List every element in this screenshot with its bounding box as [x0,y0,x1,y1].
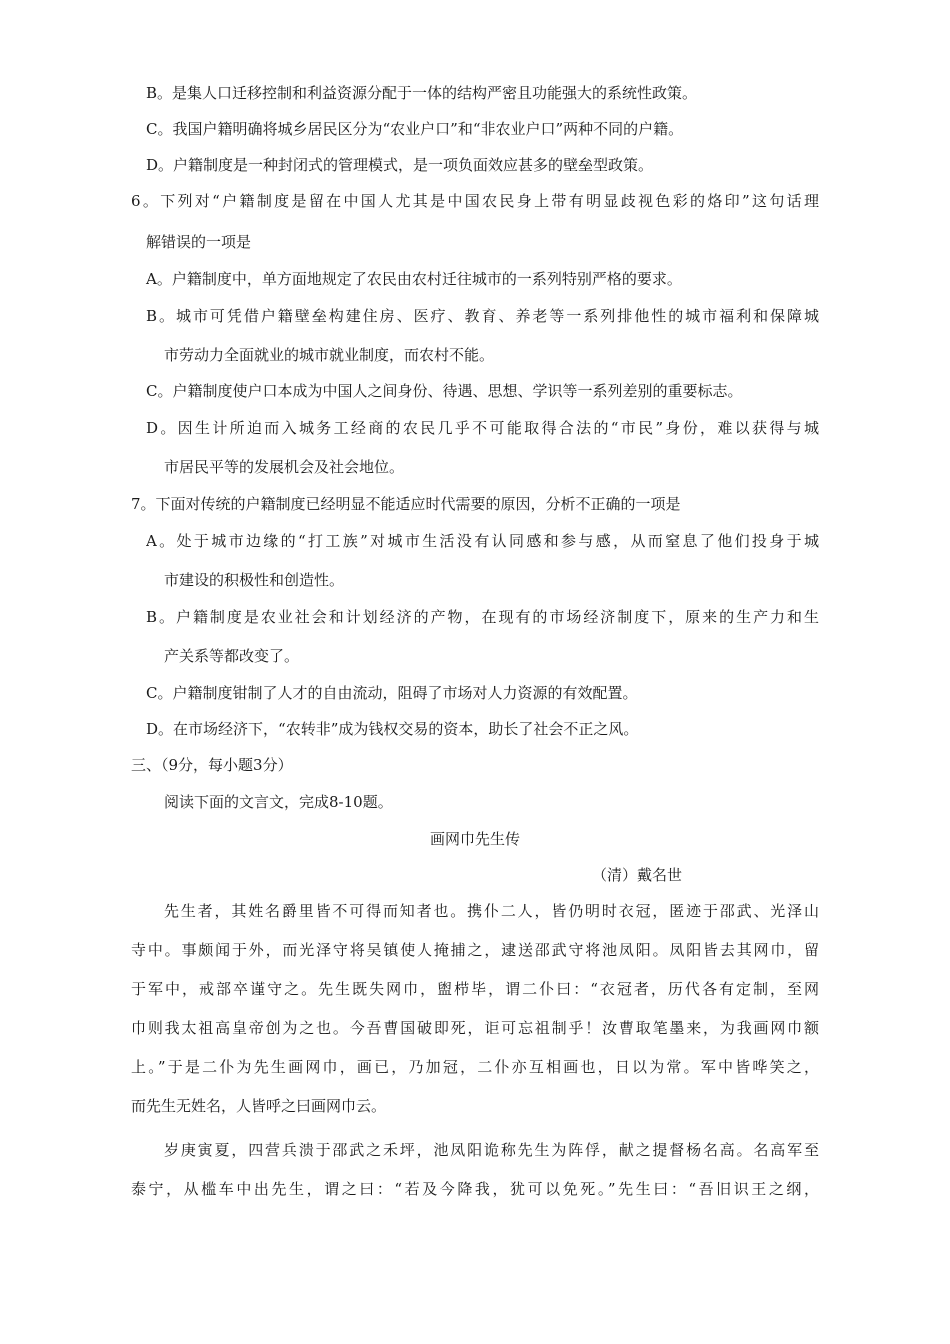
q6-stem-line1: 6。下列对“户籍制度是留在中国人尤其是中国农民身上带有明显歧视色彩的烙印”这句话理 [131,192,819,210]
passage-p1-line5: 上。”于是二仆为先生画网巾，画已，乃加冠，二仆亦互相画也，日以为常。军中皆哗笑之， [131,1058,819,1076]
passage-title: 画网巾先生传 [429,830,520,848]
q7-option-b-line1: B。户籍制度是农业社会和计划经济的产物，在现有的市场经济制度下，原来的生产力和生 [146,608,819,626]
passage-p1-line3: 于军中，戒部卒谨守之。先生既失网巾，盥栉毕，谓二仆曰：“衣冠者，历代各有定制，至网 [131,980,819,998]
q6-option-d-line2: 市居民平等的发展机会及社会地位。 [164,458,405,476]
q6-stem-line2: 解错误的一项是 [146,233,252,251]
q5-option-b: B。是集人口迁移控制和利益资源分配于一体的结构严密且功能强大的系统性政策。 [146,84,698,102]
q7-option-a-line2: 市建设的积极性和创造性。 [164,571,345,589]
q7-option-d: D。在市场经济下，“农转非”成为钱权交易的资本，助长了社会不正之风。 [146,720,639,738]
q5-option-d: D。户籍制度是一种封闭式的管理模式，是一项负面效应甚多的壁垒型政策。 [146,156,654,174]
section-heading: 三、（9分，每小题3分） [131,756,293,774]
q6-option-b-line1: B。城市可凭借户籍壁垒构建住房、医疗、教育、养老等一系列排他性的城市福利和保障城 [146,307,819,325]
q7-option-b-line2: 产关系等都改变了。 [164,647,300,665]
passage-p1-line2: 寺中。事颇闻于外，而光泽守将吴镇使人掩捕之，逮送邵武守将池凤阳。凤阳皆去其网巾，留 [131,941,819,959]
q7-option-c: C。户籍制度钳制了人才的自由流动，阻碍了市场对人力资源的有效配置。 [146,684,638,702]
q7-option-a-line1: A。处于城市边缘的“打工族”对城市生活没有认同感和参与感，从而窒息了他们投身于城 [146,532,819,550]
q7-stem: 7。下面对传统的户籍制度已经明显不能适应时代需要的原因，分析不正确的一项是 [131,495,681,513]
passage-author: （清）戴名世 [592,866,683,884]
q6-option-b-line2: 市劳动力全面就业的城市就业制度，而农村不能。 [164,346,495,364]
passage-p2-line2: 泰宁，从槛车中出先生，谓之曰：“若及今降我，犹可以免死。”先生曰：“吾旧识王之纲， [131,1180,819,1198]
q6-option-a: A。户籍制度中，单方面地规定了农民由农村迁往城市的一系列特别严格的要求。 [146,270,682,288]
passage-p1-line4: 巾则我太祖高皇帝创为之也。今吾曹国破即死，讵可忘祖制乎！汝曹取笔墨来，为我画网巾额 [131,1019,819,1037]
q5-option-c: C。我国户籍明确将城乡居民区分为“农业户口”和“非农业户口”两种不同的户籍。 [146,120,684,138]
section-instruction: 阅读下面的文言文，完成8-10题。 [164,793,393,811]
passage-p1-line6: 而先生无姓名，人皆呼之曰画网巾云。 [131,1097,387,1115]
q6-option-c: C。户籍制度使户口本成为中国人之间身份、待遇、思想、学识等一系列差别的重要标志。 [146,382,743,400]
passage-p1-line1: 先生者，其姓名爵里皆不可得而知者也。携仆二人，皆仍明时衣冠，匿迹于邵武、光泽山 [164,902,819,920]
passage-p2-line1: 岁庚寅夏，四营兵溃于邵武之禾坪，池凤阳诡称先生为阵俘，献之提督杨名高。名高军至 [164,1141,819,1159]
q6-option-d-line1: D。因生计所迫而入城务工经商的农民几乎不可能取得合法的“市民”身份，难以获得与城 [146,419,819,437]
